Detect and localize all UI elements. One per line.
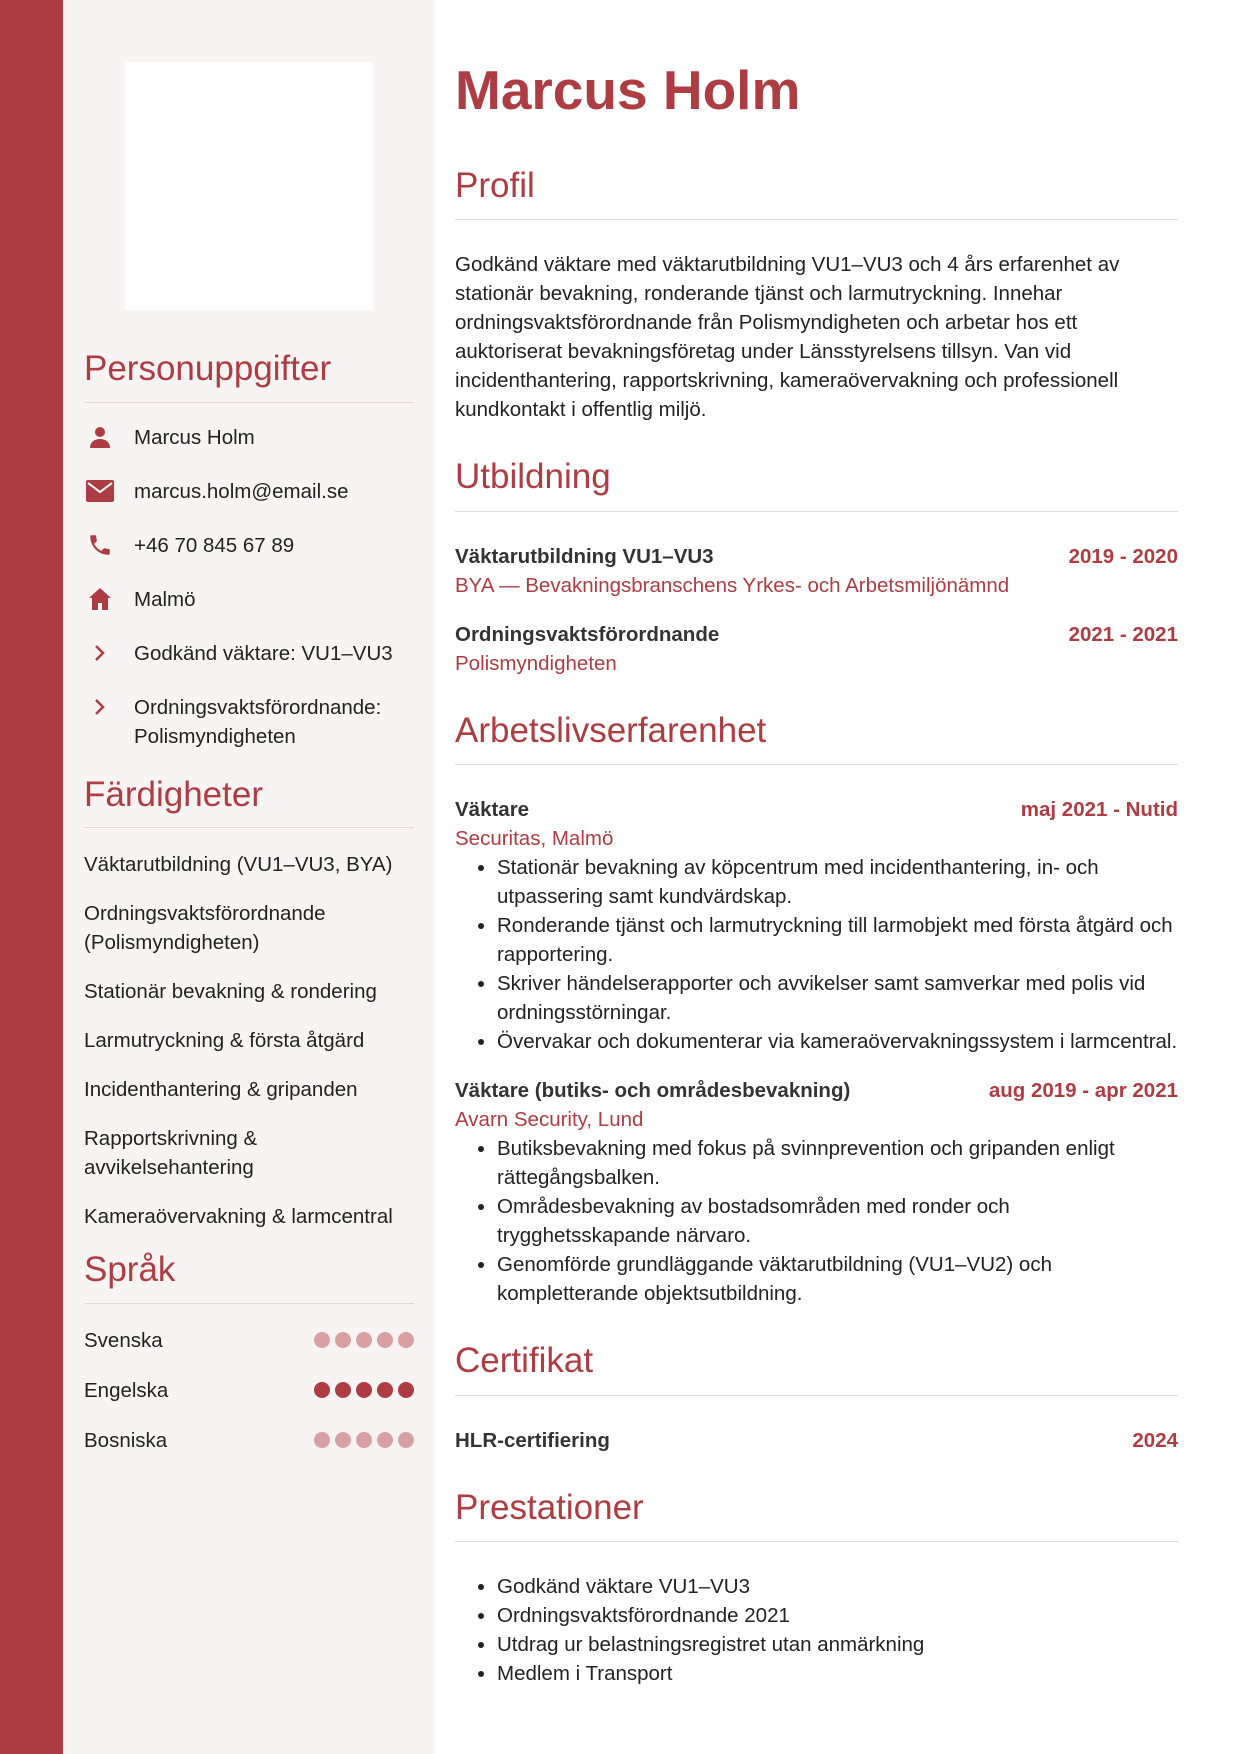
experience-heading: Arbetslivserfarenhet: [455, 712, 1178, 766]
contact-email[interactable]: marcus.holm@email.se: [134, 479, 349, 503]
profile-photo: [125, 62, 373, 310]
level-dot: [377, 1332, 393, 1348]
level-dot: [335, 1332, 351, 1348]
level-dot: [398, 1332, 414, 1348]
skill-item: Incidenthantering & gripanden: [84, 1078, 358, 1101]
contact-item: [84, 477, 414, 506]
job-bullet: • Stationär bevakning av köpcentrum med incidenthantering, in- och utpassering samt kundvärdskap.: [497, 853, 1178, 911]
language-level: [314, 1332, 414, 1348]
education-heading: Utbildning: [455, 458, 1178, 512]
experience-entry: [455, 1076, 1178, 1308]
experience-section: [455, 712, 1178, 1309]
achievement-item: • Godkänd väktare VU1–VU3: [497, 1572, 1178, 1601]
job-bullet: • Butiksbevakning med fokus på svinnprevention och gripanden enligt rättegångsbalken.: [497, 1134, 1178, 1192]
contact-item: [84, 585, 414, 614]
job-bullet: • Områdesbevakning av bostadsområden med ronder och trygghetsskapande närvaro.: [497, 1192, 1178, 1250]
level-dot: [314, 1332, 330, 1348]
contact-phone[interactable]: +46 70 845 67 89: [134, 533, 295, 557]
level-dot: [377, 1432, 393, 1448]
level-dot: [314, 1432, 330, 1448]
contact-list: [84, 423, 414, 751]
language-level: [314, 1382, 414, 1398]
language-name: Engelska: [84, 1378, 169, 1402]
contact-license: Godkänd väktare: VU1–VU3: [134, 641, 393, 665]
language-name: Svenska: [84, 1328, 163, 1352]
skill-item: Stationär bevakning & rondering: [84, 980, 377, 1003]
languages-list: [84, 1326, 414, 1455]
chevron-right-icon: [84, 639, 116, 668]
contact-item: [84, 639, 414, 668]
job-date: maj 2021 - Nutid: [1020, 798, 1178, 821]
mail-icon: [84, 477, 116, 506]
sidebar-content: [84, 350, 414, 1476]
skill-item: Larmutryckning & första åtgärd: [84, 1029, 365, 1052]
job-bullet: • Genomförde grundläggande väktarutbildning (VU1–VU2) och kompletterande objektsutbildning.: [497, 1250, 1178, 1308]
education-section: [455, 458, 1178, 678]
language-item: [84, 1326, 414, 1355]
profile-section: [455, 167, 1178, 425]
contact-city: Malmö: [134, 587, 196, 611]
certificate-entry: [455, 1426, 1178, 1455]
contact-item: [84, 423, 414, 452]
job-bullet: • Skriver händelserapporter och avvikelser samt samverkar med polis vid ordningsstörningar.: [497, 969, 1178, 1027]
achievements-heading: Prestationer: [455, 1489, 1178, 1543]
education-entry: [455, 620, 1178, 678]
contact-item: [84, 531, 414, 560]
chevron-right-icon: [84, 693, 116, 722]
language-item: [84, 1426, 414, 1455]
achievement-item: • Medlem i Transport: [497, 1659, 1178, 1688]
personal-heading: Personuppgifter: [84, 350, 414, 403]
level-dot: [335, 1432, 351, 1448]
job-bullets: [455, 1134, 1178, 1308]
level-dot: [335, 1382, 351, 1398]
level-dot: [356, 1332, 372, 1348]
education-org: Polismyndigheten: [455, 651, 617, 675]
job-employer: Avarn Security, Lund: [455, 1108, 644, 1131]
achievement-item: • Ordningsvaktsförordnande 2021: [497, 1601, 1178, 1630]
language-level: [314, 1432, 414, 1448]
contact-item: [84, 693, 414, 751]
skill-item: Ordningsvaktsförordnande (Polismyndigheten): [84, 902, 326, 954]
level-dot: [398, 1432, 414, 1448]
phone-icon: [84, 531, 116, 560]
languages-heading: Språk: [84, 1251, 414, 1304]
skill-item: Kameraövervakning & larmcentral: [84, 1205, 393, 1228]
achievements-list: [455, 1572, 1178, 1688]
main-content: [455, 60, 1178, 1722]
contact-permit: Ordningsvaktsförordnande: Polismyndigheten: [134, 695, 382, 748]
certificate-title: HLR-certifiering: [455, 1428, 610, 1452]
level-dot: [356, 1432, 372, 1448]
contact-name: Marcus Holm: [134, 425, 255, 449]
profile-text: Godkänd väktare med väktarutbildning VU1–VU3 och 4 års erfarenhet av stationär bevakning, ronderande tjänst och larmutryckning. Innehar ordningsvaktsförordnande från Polismyndigheten och arbetar hos ett auktoriserat bevakningsföretag under Länsstyrelsens tillsyn. Van vid incidenthantering, rapportskrivning, kameraövervakning och professionell kundkontakt i offentlig miljö.: [455, 253, 1120, 421]
education-title: Väktarutbildning VU1–VU3: [455, 544, 714, 568]
candidate-name: Marcus Holm: [455, 59, 801, 121]
job-bullet: • Ronderande tjänst och larmutryckning till larmobjekt med första åtgärd och rapportering.: [497, 911, 1178, 969]
education-org: BYA — Bevakningsbranschens Yrkes- och Arbetsmiljönämnd: [455, 573, 1010, 597]
job-date: aug 2019 - apr 2021: [988, 1079, 1178, 1102]
achievement-item: • Utdrag ur belastningsregistret utan anmärkning: [497, 1630, 1178, 1659]
certificates-section: [455, 1342, 1178, 1455]
job-bullets: [455, 853, 1178, 1056]
language-name: Bosniska: [84, 1428, 168, 1452]
level-dot: [377, 1382, 393, 1398]
skill-item: Väktarutbildning (VU1–VU3, BYA): [84, 853, 393, 876]
skills-heading: Färdigheter: [84, 776, 414, 829]
job-employer: Securitas, Malmö: [455, 827, 614, 850]
level-dot: [398, 1382, 414, 1398]
profile-heading: Profil: [455, 167, 1178, 221]
job-title: Väktare (butiks- och områdesbevakning): [455, 1079, 851, 1102]
certificates-heading: Certifikat: [455, 1342, 1178, 1396]
home-icon: [84, 585, 116, 614]
achievements-section: [455, 1489, 1178, 1689]
job-bullet: • Övervakar och dokumenterar via kameraövervakningssystem i larmcentral.: [497, 1027, 1178, 1056]
experience-entry: [455, 795, 1178, 1056]
job-title: Väktare: [455, 798, 530, 821]
education-date: 2019 - 2020: [1068, 544, 1178, 568]
education-entry: [455, 542, 1178, 600]
skills-list: [84, 850, 414, 1231]
level-dot: [356, 1382, 372, 1398]
accent-strip: [0, 0, 63, 1754]
certificate-date: 2024: [1132, 1428, 1178, 1452]
language-item: [84, 1376, 414, 1405]
education-title: Ordningsvaktsförordnande: [455, 622, 720, 646]
person-icon: [84, 423, 116, 452]
level-dot: [314, 1382, 330, 1398]
education-date: 2021 - 2021: [1068, 622, 1178, 646]
skill-item: Rapportskrivning & avvikelsehantering: [84, 1127, 258, 1179]
